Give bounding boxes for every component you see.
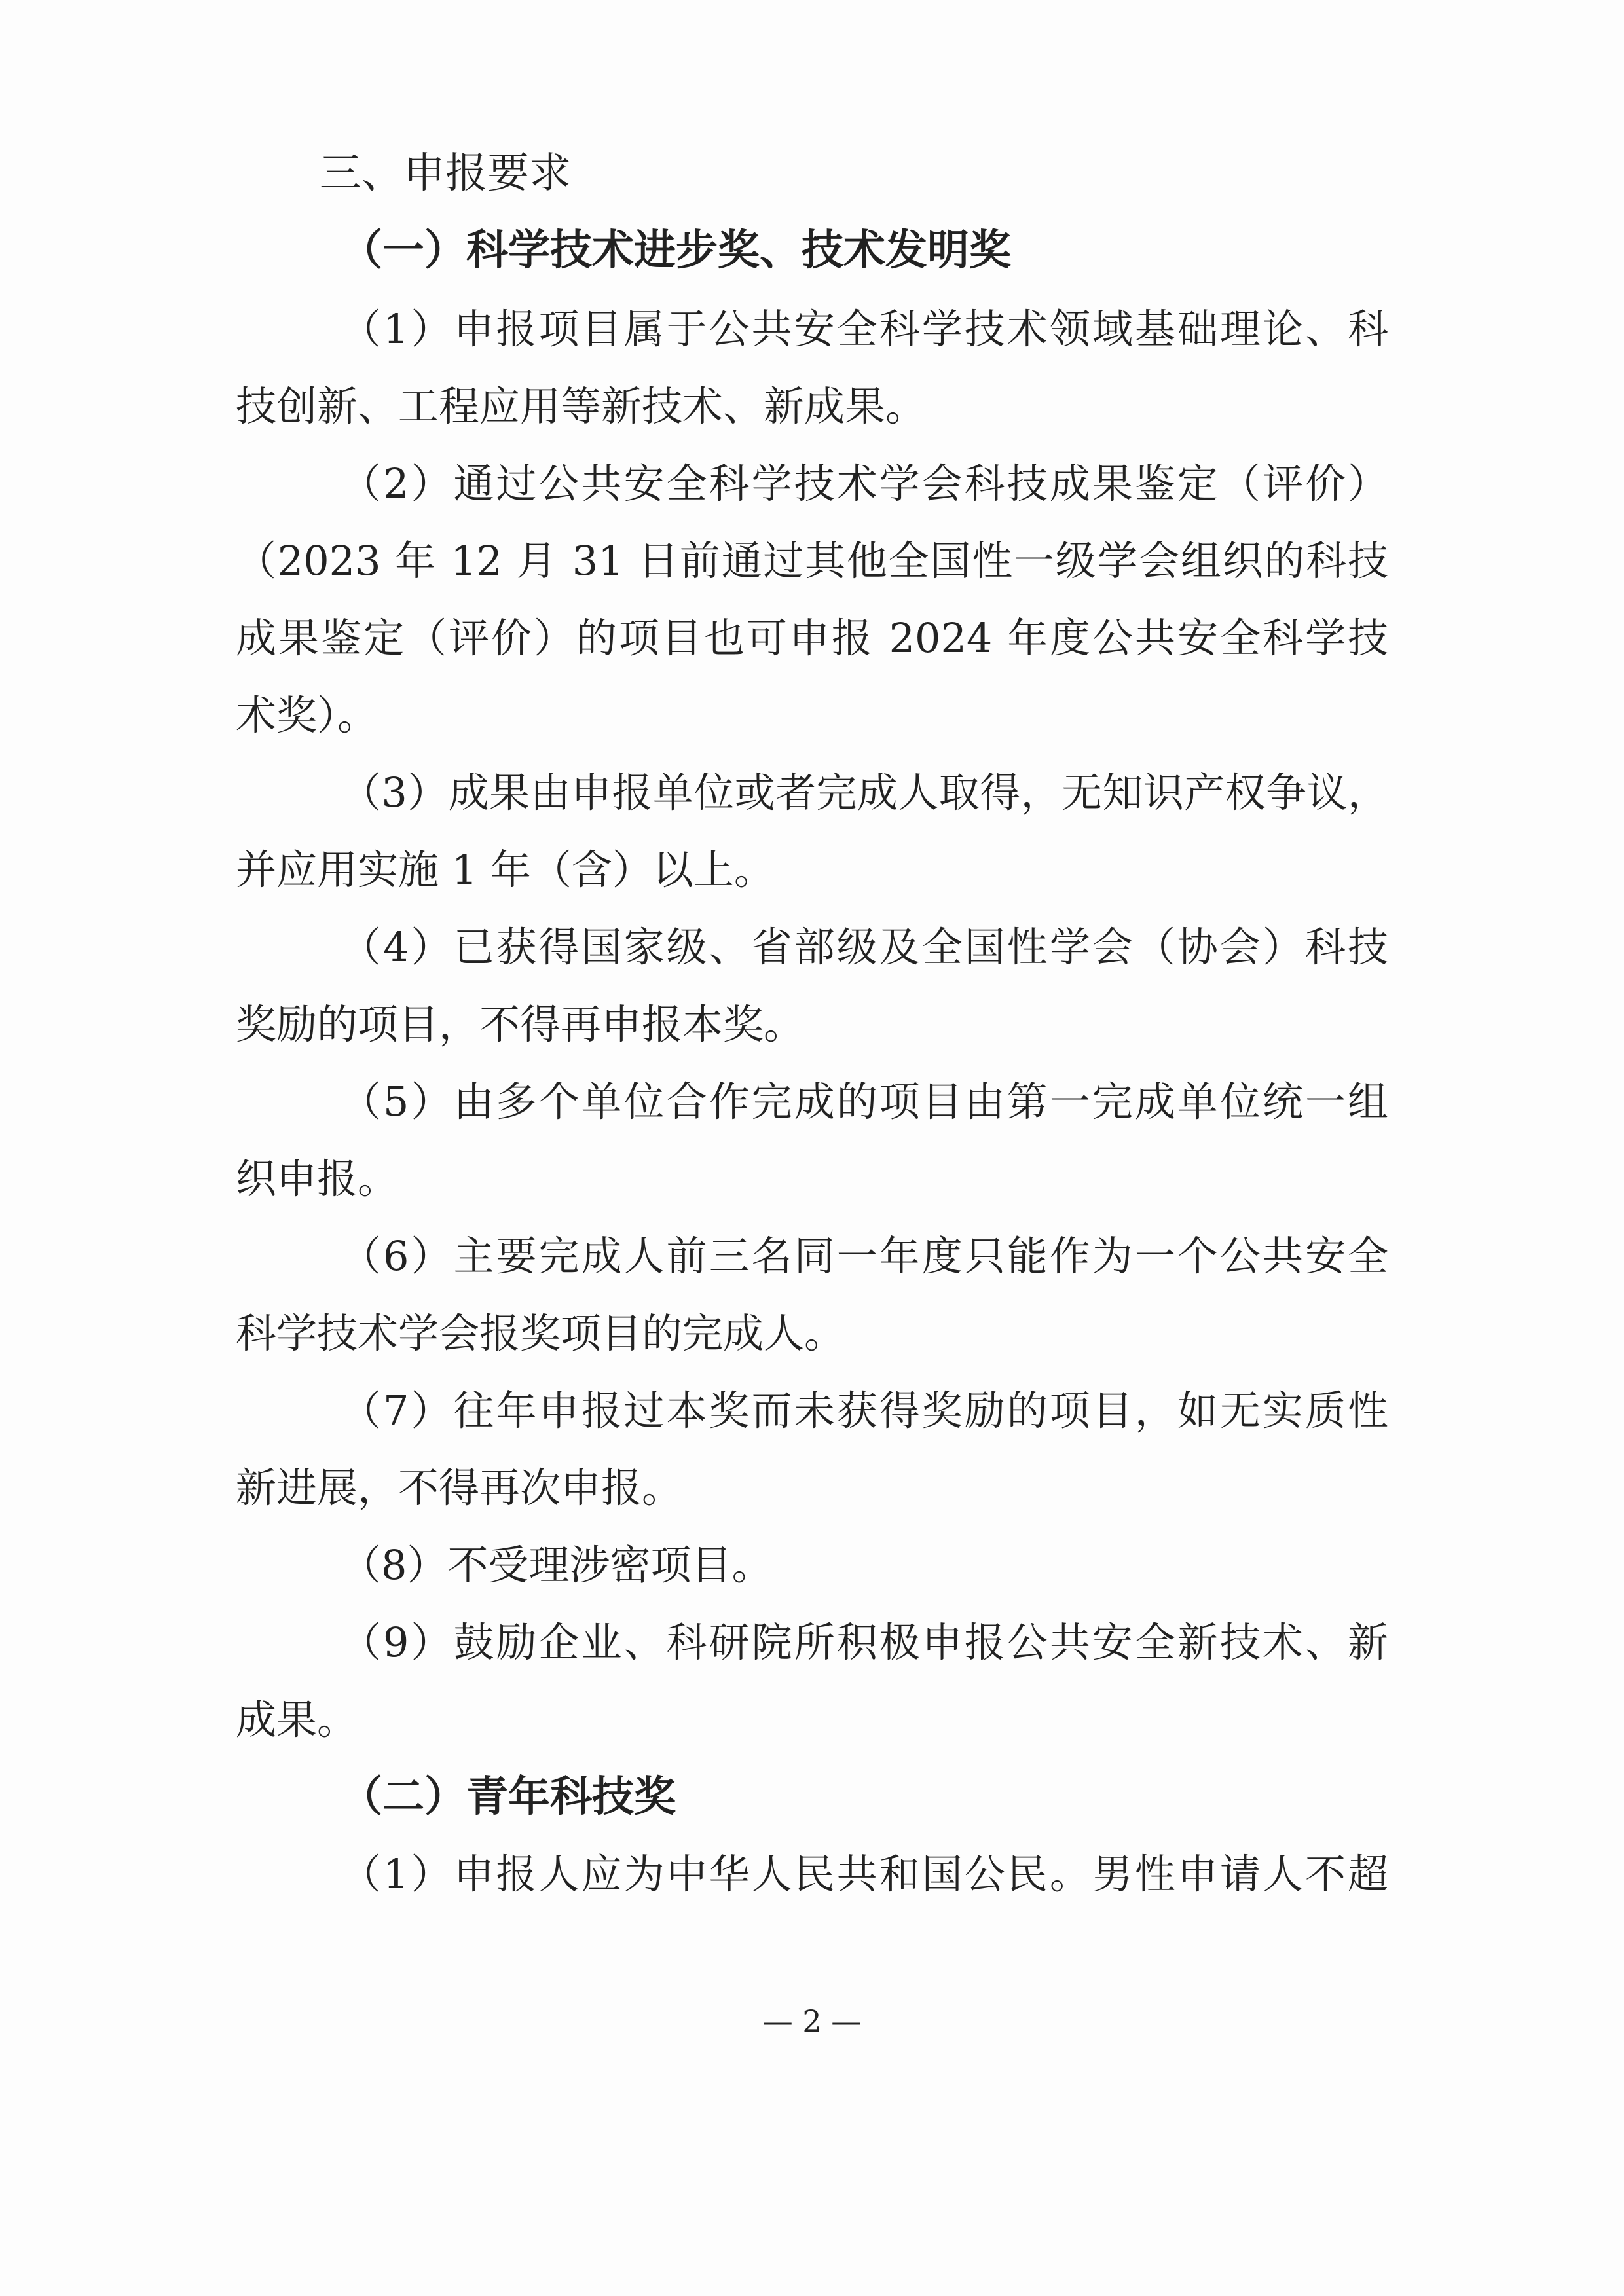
paragraph-line: （5）由多个单位合作完成的项目由第一完成单位统一组 xyxy=(341,1078,1388,1125)
subsection-heading-youth-award: （二）青年科技奖 xyxy=(341,1772,676,1821)
paragraph-line: （2023 年 12 月 31 日前通过其他全国性一级学会组织的科技 xyxy=(236,537,1388,585)
paragraph-line: （3）成果由申报单位或者完成人取得，无知识产权争议， xyxy=(341,769,1388,816)
paragraph-line: 成果。 xyxy=(236,1696,358,1743)
paragraph-line: 织申报。 xyxy=(236,1155,399,1203)
paragraph-line: （6）主要完成人前三名同一年度只能作为一个公共安全 xyxy=(341,1232,1388,1280)
paragraph-line: （1）申报人应为中华人民共和国公民。男性申请人不超 xyxy=(341,1850,1388,1898)
paragraph-line: （1）申报项目属于公共安全科学技术领域基础理论、科 xyxy=(341,305,1388,353)
paragraph-line: 技创新、工程应用等新技术、新成果。 xyxy=(236,382,927,430)
paragraph-line: （9）鼓励企业、科研院所积极申报公共安全新技术、新 xyxy=(341,1618,1388,1666)
paragraph-line: 新进展，不得再次申报。 xyxy=(236,1464,683,1512)
paragraph-line: （8）不受理涉密项目。 xyxy=(341,1541,773,1589)
paragraph-line: 科学技术学会报奖项目的完成人。 xyxy=(236,1309,845,1357)
paragraph-line: 并应用实施 1 年（含）以上。 xyxy=(236,846,775,894)
paragraph-line: （4）已获得国家级、省部级及全国性学会（协会）科技 xyxy=(341,923,1388,971)
section-heading: 三、申报要求 xyxy=(320,149,571,198)
paragraph-line: 奖励的项目，不得再申报本奖。 xyxy=(236,1000,805,1048)
paragraph-line: 术奖）。 xyxy=(236,691,378,739)
page-number: — 2 — xyxy=(762,2003,862,2039)
paragraph-line: （2）通过公共安全科学技术学会科技成果鉴定（评价） xyxy=(341,460,1388,507)
paragraph-line: （7）往年申报过本奖而未获得奖励的项目，如无实质性 xyxy=(341,1387,1388,1434)
subsection-heading-awards: （一）科学技术进步奖、技术发明奖 xyxy=(341,226,1011,275)
paragraph-line: 成果鉴定（评价）的项目也可申报 2024 年度公共安全科学技 xyxy=(236,614,1388,662)
